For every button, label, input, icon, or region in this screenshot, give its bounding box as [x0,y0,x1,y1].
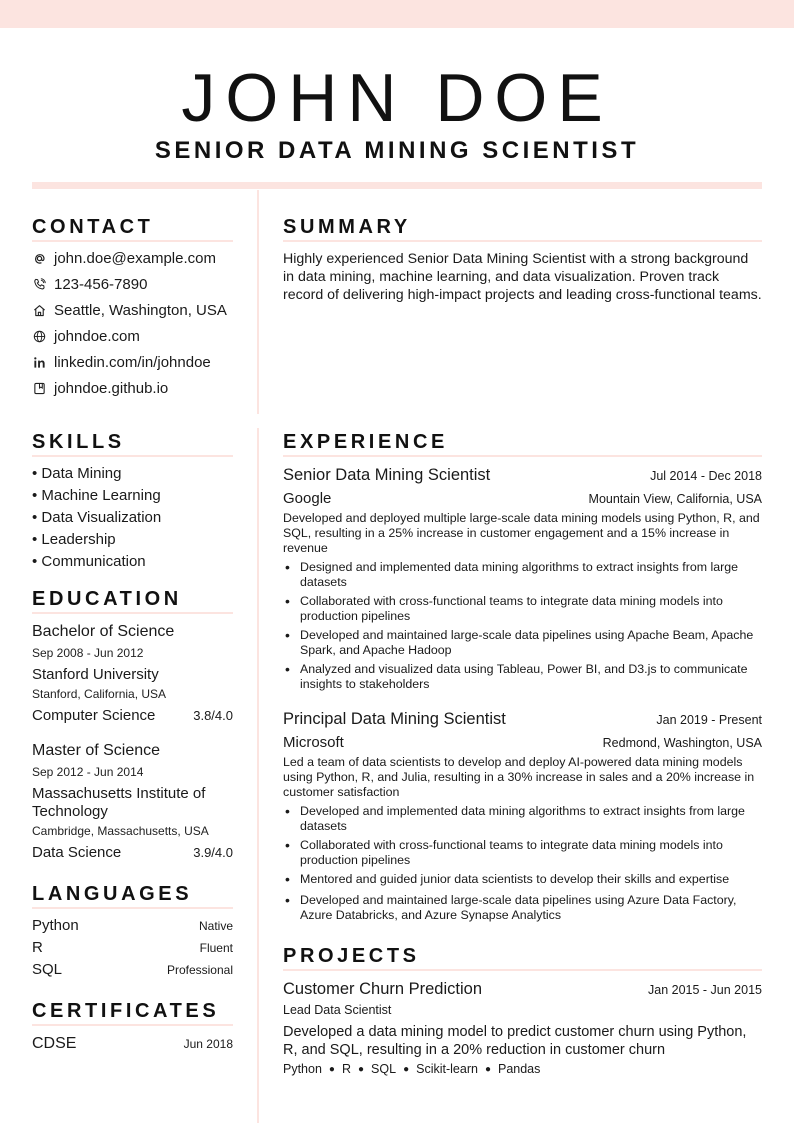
contact-github-text: johndoe.github.io [54,379,169,397]
home-icon [32,303,46,317]
job-title: Senior Data Mining Scientist [283,466,491,484]
education-gpa: 3.8/4.0 [193,708,233,723]
candidate-name: JOHN DOE [181,60,613,136]
contact-linkedin[interactable] [32,352,211,372]
language-row [32,939,233,956]
language-level: Fluent [199,941,233,955]
languages-heading: LANGUAGES [32,882,233,909]
education-gpa: 3.9/4.0 [193,845,233,860]
job-company-row [283,734,762,751]
project-description: Developed a data mining model to predict customer churn using Python, R, and SQL, resulting in a 20% reduction in customer churn [283,1024,747,1058]
education-field-row [32,707,233,724]
job-description: Led a team of data scientists to develop and deploy AI-powered data mining models using Python, R, and Julia, resulting in a 30% increase in sales and a 20% increase in customer satisfaction [283,755,755,799]
contact-phone[interactable] [32,274,147,294]
contact-email[interactable] [32,248,216,268]
certificate-date: Jun 2018 [183,1037,233,1051]
education-school: Massachusetts Institute of Technology [32,785,206,820]
skill-item: • Data Mining [32,465,122,482]
education-school: Stanford University [32,666,159,683]
skill-item: • Machine Learning [32,487,161,504]
education-dates: Sep 2012 - Jun 2014 [32,765,144,779]
contact-location-text: Seattle, Washington, USA [54,301,227,319]
job-bullet: • Analyzed and visualized data using Tableau, Power BI, and D3.js to communicate insights to stakeholders [285,661,748,691]
column-divider-top [257,190,259,414]
skill-item: • Leadership [32,531,116,548]
globe-icon [32,329,46,343]
education-dates: Sep 2008 - Jun 2012 [32,646,144,660]
job-company: Microsoft [283,734,344,751]
job-dates: Jan 2019 - Present [656,713,762,727]
top-accent-band [0,0,794,28]
job-bullet: • Collaborated with cross-functional teams to integrate data mining models into production pipelines [285,837,723,867]
contact-github[interactable] [32,378,168,398]
language-name: Python [32,917,79,934]
contact-website[interactable] [32,326,140,346]
contact-heading: CONTACT [32,215,233,242]
education-field: Computer Science [32,707,156,724]
project-header [283,980,762,999]
github-icon [32,381,46,395]
job-location: Mountain View, California, USA [588,492,762,506]
education-degree: Bachelor of Science [32,623,175,640]
job-bullet: • Developed and implemented data mining algorithms to extract insights from large datasets [285,803,745,833]
contact-email-text: john.doe@example.com [54,249,216,267]
column-divider-bottom [257,428,259,1123]
project-tags [283,1062,540,1076]
summary-text: Highly experienced Senior Data Mining Scientist with a strong background in data mining, machine learning, and data visualization. Proven track record of delivering high-impact projects and leading cross-functional teams. [283,251,762,303]
job-bullet: • Developed and maintained large-scale data pipelines using Azure Data Factory, Azure Databricks, and Azure Synapse Analytics [285,892,737,922]
certificate-row [32,1035,233,1053]
job-dates: Jul 2014 - Dec 2018 [650,469,762,483]
project-tag: Pandas [497,1062,541,1076]
job-bullet: • Collaborated with cross-functional teams to integrate data mining models into production pipelines [285,593,723,623]
contact-website-text: johndoe.com [54,327,140,345]
education-field: Data Science [32,844,122,861]
education-field-row [32,844,233,861]
tag-separator: ● [328,1063,335,1075]
job-company: Google [283,490,332,507]
language-row [32,917,233,934]
skills-heading: SKILLS [32,430,233,457]
certificates-heading: CERTIFICATES [32,999,233,1026]
project-tag: R [341,1062,351,1076]
education-location: Cambridge, Massachusetts, USA [32,824,209,838]
skill-item: • Data Visualization [32,509,162,526]
project-tag: Python [283,1062,322,1076]
project-dates: Jan 2015 - Jun 2015 [648,983,762,997]
experience-heading: EXPERIENCE [283,430,762,457]
tag-separator: ● [358,1063,365,1075]
education-degree: Master of Science [32,742,161,759]
job-company-row [283,490,762,507]
summary-heading: SUMMARY [283,215,762,242]
job-header [283,710,762,729]
certificate-name: CDSE [32,1035,77,1052]
job-location: Redmond, Washington, USA [602,736,762,750]
language-level: Native [198,919,233,933]
candidate-title: SENIOR DATA MINING SCIENTIST [154,137,640,164]
job-header [283,466,762,485]
language-name: R [32,939,43,956]
contact-phone-text: 123-456-7890 [54,275,148,293]
project-tag: SQL [371,1062,397,1076]
contact-location [32,300,227,320]
language-name: SQL [32,961,63,978]
education-location: Stanford, California, USA [32,687,167,701]
phone-icon [32,277,46,291]
header-divider [32,182,762,189]
tag-separator: ● [484,1063,491,1075]
project-tag: Scikit-learn [416,1062,478,1076]
skill-item: • Communication [32,553,146,570]
language-level: Professional [166,963,233,977]
at-icon [32,251,46,265]
linkedin-icon [32,355,46,369]
contact-linkedin-text: linkedin.com/in/johndoe [54,353,211,371]
education-heading: EDUCATION [32,587,233,614]
project-role: Lead Data Scientist [283,1003,392,1017]
job-bullet: • Mentored and guided junior data scientists to develop their skills and expertise [285,871,730,887]
job-title: Principal Data Mining Scientist [283,710,506,728]
projects-heading: PROJECTS [283,944,762,971]
job-description: Developed and deployed multiple large-scale data mining models using Python, R, and SQL, resulting in a 25% increase in customer engagement and a 15% increase in revenue [283,511,760,555]
job-bullet: • Developed and maintained large-scale data pipelines using Apache Beam, Apache Spark, and Apache Hadoop [285,627,754,657]
project-title: Customer Churn Prediction [283,980,482,998]
job-bullet: • Designed and implemented data mining algorithms to extract insights from large datasets [285,559,739,589]
tag-separator: ● [403,1063,410,1075]
language-row [32,961,233,978]
